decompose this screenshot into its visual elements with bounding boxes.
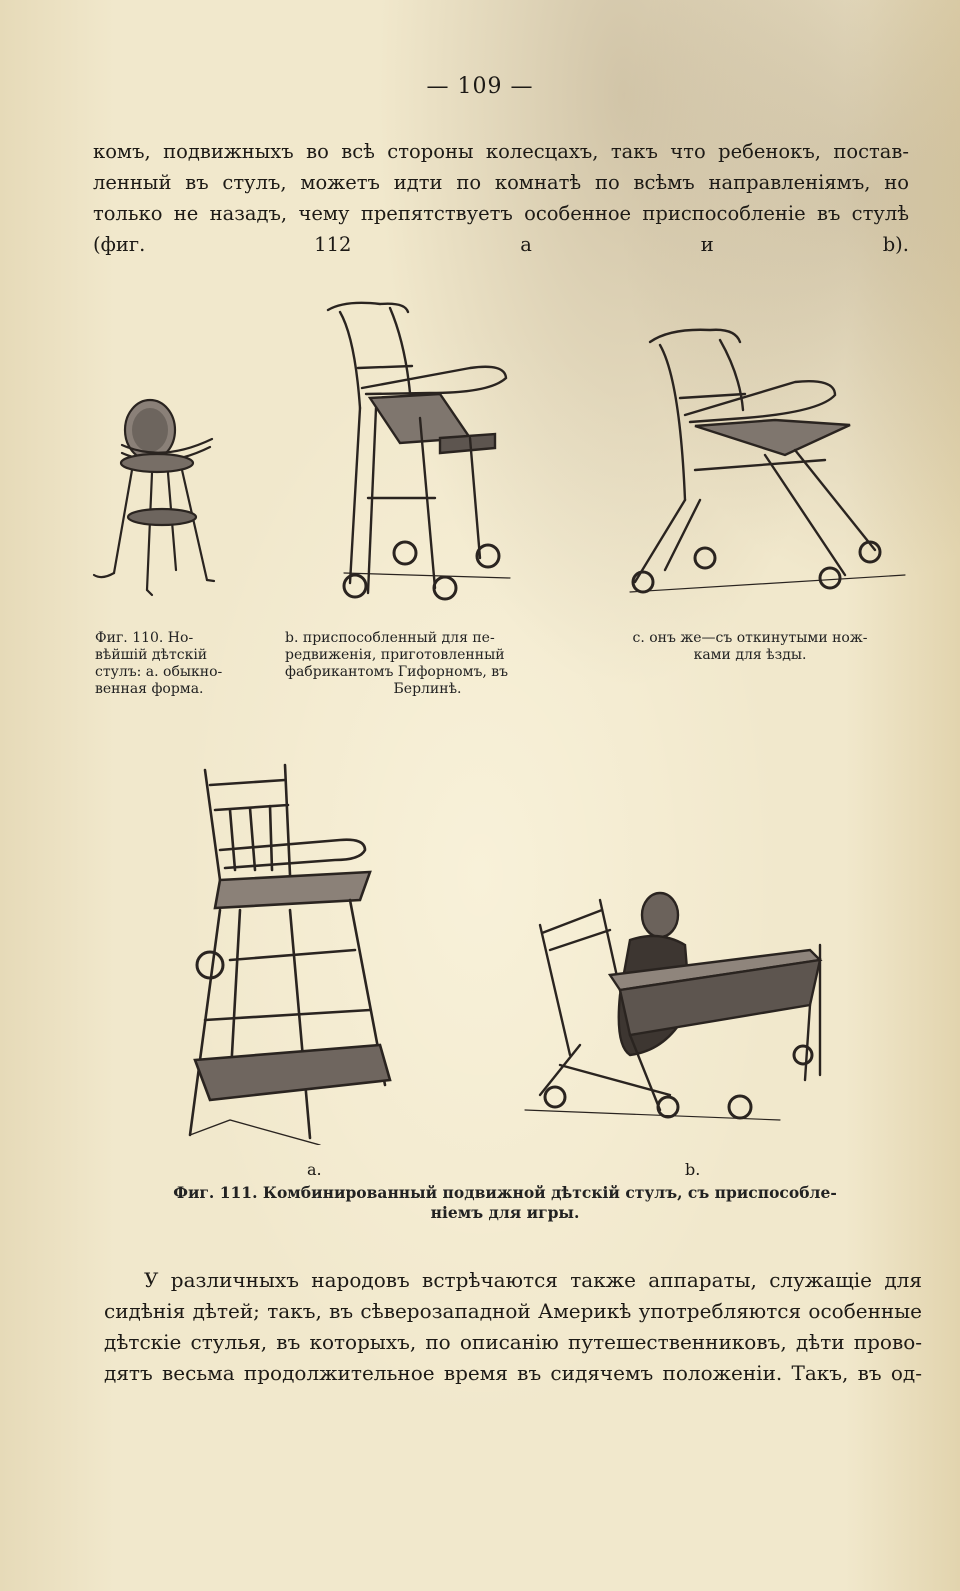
fig-110a-caption: [95, 630, 255, 698]
caption-line: b. приспособленный для пе-: [285, 630, 495, 646]
paragraph-line: У различныхъ народовъ встрѣчаются также аппараты, служащіе для: [144, 1268, 922, 1292]
paragraph-line: только не назадъ, чему препятствуетъ особенное приспособленіе въ стулѣ: [93, 202, 909, 225]
fig-111-caption: [140, 1183, 870, 1223]
fig-110b-illustration: [320, 298, 520, 608]
fig-110b-caption: [285, 630, 570, 698]
caption-line: вѣйшій дѣтскій: [95, 647, 208, 663]
paragraph-line: сидѣнія дѣтей; такъ, въ сѣверозападной Америкѣ употребляются особенные: [104, 1299, 922, 1323]
caption-line: Фиг. 111. Комбинированный подвижной дѣтскій стулъ, съ приспособле-: [173, 1183, 837, 1202]
fig-111a-illustration: [170, 760, 410, 1145]
fig-111a-label: a.: [307, 1160, 322, 1179]
caption-line: Берлинѣ.: [393, 681, 462, 697]
paragraph-line: ленный въ стулъ, можетъ идти по комнатѣ по всѣмъ направленіямъ, но: [93, 171, 909, 194]
caption-line: фабрикантомъ Гифорномъ, въ: [285, 664, 509, 680]
caption-line: венная форма.: [95, 681, 204, 697]
fig-110a-illustration: [92, 395, 222, 600]
page-number: — 109 —: [426, 74, 534, 99]
paragraph-line: дятъ весьма продолжительное время въ сидячемъ положеніи. Такъ, въ од-: [104, 1361, 922, 1385]
fig-111b-illustration: [520, 885, 830, 1130]
fig-110c-illustration: [625, 320, 910, 595]
caption-line: стулъ: а. обыкно-: [95, 664, 223, 680]
paragraph-line: дѣтскіе стулья, въ которыхъ, по описанію путешественниковъ, дѣти прово-: [104, 1330, 922, 1354]
paragraph-line: комъ, подвижныхъ во всѣ стороны колесцахъ, такъ что ребенокъ, постав-: [93, 140, 909, 163]
caption-line: ніемъ для игры.: [430, 1203, 580, 1222]
caption-line: редвиженія, приготовленный: [285, 647, 505, 663]
caption-line: Фиг. 110. Но-: [95, 630, 194, 646]
caption-line: c. онъ же—съ откинутыми нож-: [632, 630, 868, 646]
caption-line: ками для ѣзды.: [693, 647, 807, 663]
paragraph-bottom: [104, 1265, 922, 1389]
fig-110c-caption: [590, 630, 910, 664]
paragraph-line: (фиг. 112 a и b).: [93, 233, 909, 256]
paragraph-top: [93, 136, 909, 260]
fig-111b-label: b.: [685, 1160, 701, 1179]
